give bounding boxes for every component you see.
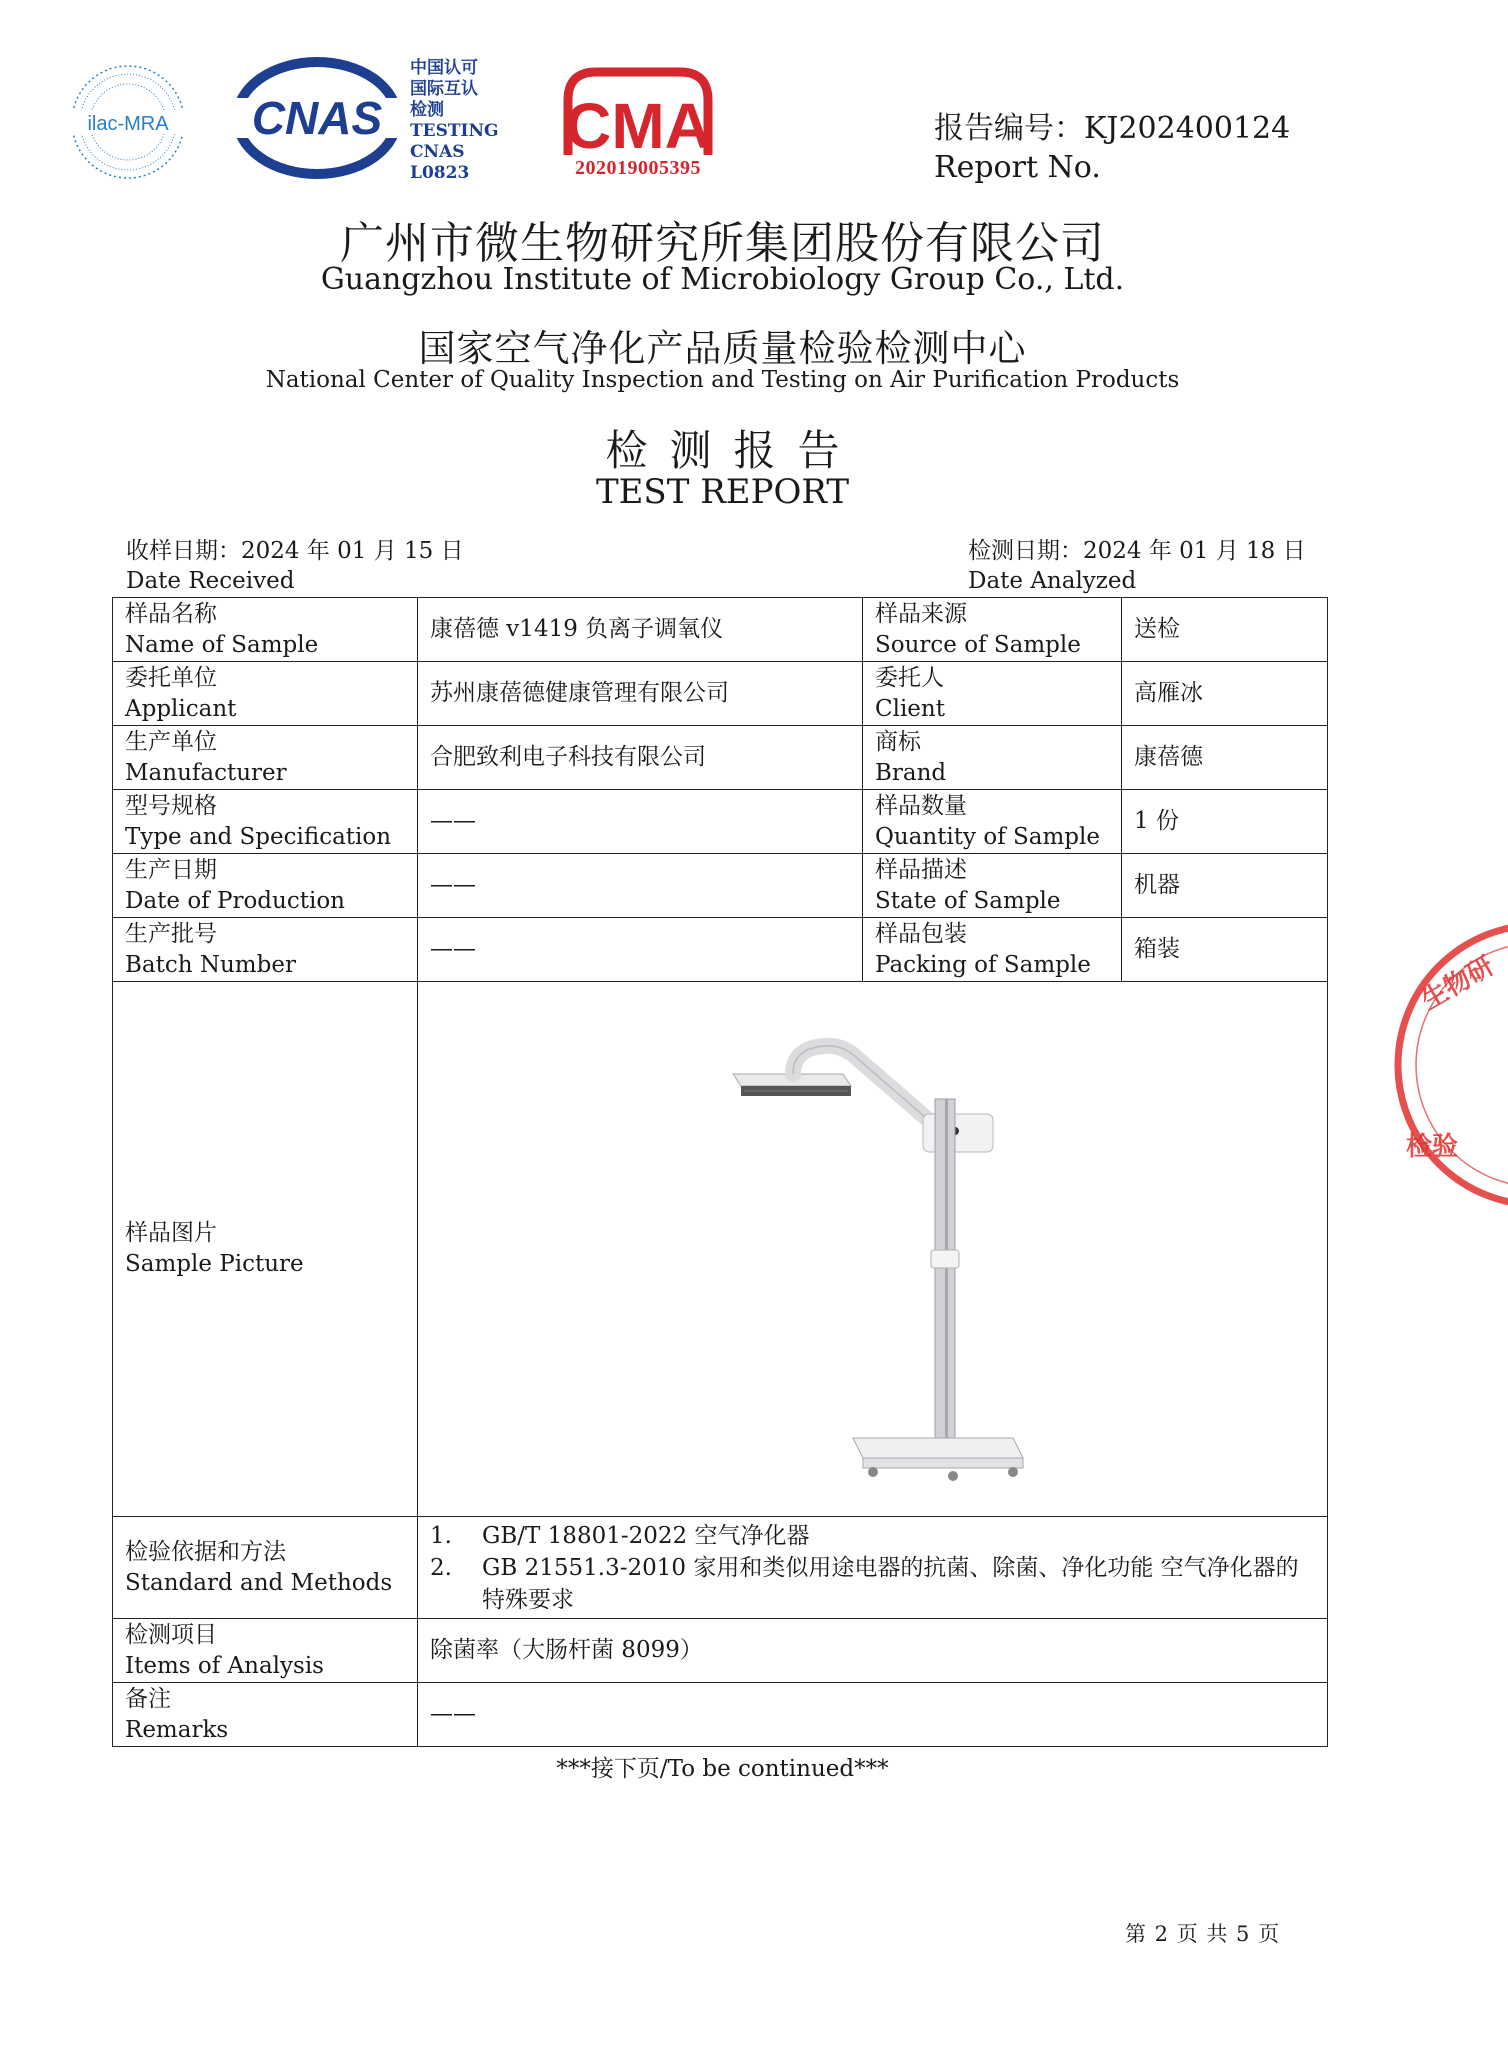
- report-title-cn: 检测报告: [605, 426, 862, 475]
- value-cell: 机器: [1122, 854, 1328, 918]
- label-en: Brand: [875, 759, 947, 786]
- value-cell: 苏州康蓓德健康管理有限公司: [418, 662, 863, 726]
- label-cell: [113, 726, 418, 790]
- label-cn: 样品名称: [125, 600, 217, 627]
- table-row: [113, 1517, 1328, 1619]
- cnas-line: TESTING: [410, 121, 499, 141]
- label-cn: 样品图片: [125, 1220, 217, 1246]
- label-cell: [863, 854, 1122, 918]
- label-cn: 样品包装: [875, 920, 967, 947]
- value-cell: 康蓓德 v1419 负离子调氧仪: [418, 598, 863, 662]
- org-name-cn: 广州市微生物研究所集团股份有限公司: [340, 218, 1105, 269]
- sample-device-image: [723, 1014, 1023, 1484]
- cma-text: CMA: [565, 90, 711, 162]
- date-received-en: Date Received: [126, 568, 295, 594]
- list-item: [430, 1552, 1315, 1616]
- value-cell: 1 份: [1122, 790, 1328, 854]
- svg-text:生物研: 生物研: [1416, 951, 1500, 1017]
- label-cn: 生产日期: [125, 856, 217, 883]
- value-cell: 康蓓德: [1122, 726, 1328, 790]
- value-cell: ——: [418, 790, 863, 854]
- list-item: [430, 1520, 1315, 1552]
- value-cell: 送检: [1122, 598, 1328, 662]
- standards-list: [430, 1520, 1315, 1616]
- label-en: Packing of Sample: [875, 951, 1091, 978]
- cnas-logo: [232, 58, 402, 178]
- label-cell: [113, 598, 418, 662]
- report-number-value: KJ202400124: [1084, 111, 1291, 146]
- cnas-line: 检测: [410, 100, 444, 120]
- label-cn: 检验依据和方法: [125, 1538, 286, 1565]
- date-analyzed-cn: 检测日期：2024 年 01 月 18 日: [968, 538, 1306, 564]
- value-cell: 箱装: [1122, 918, 1328, 982]
- page-number: 第 2 页 共 5 页: [1125, 1922, 1281, 1946]
- label-en: State of Sample: [875, 887, 1061, 914]
- label-cn: 检测项目: [125, 1621, 217, 1648]
- label-cell: [113, 1683, 418, 1747]
- report-title-en: TEST REPORT: [595, 472, 850, 512]
- value-cell: 除菌率（大肠杆菌 8099）: [418, 1619, 1328, 1683]
- label-en: Type and Specification: [125, 823, 392, 850]
- table-row: [113, 790, 1328, 854]
- sample-info-table: [112, 597, 1328, 1747]
- center-name-cn: 国家空气净化产品质量检验检测中心: [418, 327, 1027, 370]
- cnas-caption: [410, 58, 510, 184]
- cnas-text: CNAS: [251, 92, 383, 144]
- ilac-mra-logo: [68, 50, 188, 200]
- label-en: Manufacturer: [125, 759, 287, 786]
- label-cell: [113, 854, 418, 918]
- ilac-text: ilac-MRA: [87, 113, 169, 135]
- date-analyzed: [968, 536, 1306, 596]
- list-number: 1.: [430, 1522, 452, 1549]
- label-cn: 备注: [125, 1685, 171, 1712]
- label-en: Client: [875, 695, 945, 722]
- label-cell: [113, 1517, 418, 1619]
- continued-note: ***接下页/To be continued***: [556, 1756, 889, 1782]
- label-cell: [863, 726, 1122, 790]
- table-row: [113, 1683, 1328, 1747]
- value-cell: ——: [418, 854, 863, 918]
- date-received: [126, 536, 464, 596]
- report-number-label-en: Report No.: [934, 150, 1101, 185]
- label-en: Sample Picture: [125, 1251, 304, 1277]
- table-row: [113, 854, 1328, 918]
- list-number: 2.: [430, 1554, 452, 1581]
- official-seal-stamp: [1388, 915, 1508, 1215]
- cma-number: 202019005395: [575, 157, 701, 179]
- label-cn: 生产批号: [125, 920, 217, 947]
- table-row: [113, 662, 1328, 726]
- label-cell: [113, 790, 418, 854]
- list-text: GB 21551.3-2010 家用和类似用途电器的抗菌、除菌、净化功能 空气净化器的特殊要求: [482, 1554, 1299, 1613]
- report-number: [934, 108, 1290, 150]
- label-cell: [113, 982, 418, 1517]
- label-en: Items of Analysis: [125, 1652, 324, 1679]
- label-cell: [113, 1619, 418, 1683]
- label-cn: 型号规格: [125, 792, 217, 819]
- cnas-line: 中国认可: [410, 58, 478, 78]
- label-cn: 样品来源: [875, 600, 967, 627]
- date-analyzed-en: Date Analyzed: [968, 568, 1137, 594]
- value-cell: 高雁冰: [1122, 662, 1328, 726]
- label-cn: 委托人: [875, 664, 944, 691]
- center-name-en: National Center of Quality Inspection and Testing on Air Purification Products: [265, 367, 1180, 393]
- label-cn: 委托单位: [125, 664, 217, 691]
- label-cn: 样品描述: [875, 856, 967, 883]
- sample-picture-cell: [418, 982, 1328, 1517]
- cnas-line: 国际互认: [410, 79, 478, 99]
- label-en: Source of Sample: [875, 631, 1081, 658]
- list-text: GB/T 18801-2022 空气净化器: [482, 1522, 810, 1549]
- table-row: [113, 1619, 1328, 1683]
- label-cn: 生产单位: [125, 728, 217, 755]
- table-row: [113, 726, 1328, 790]
- table-row: [113, 918, 1328, 982]
- table-row: [113, 598, 1328, 662]
- label-en: Applicant: [125, 695, 237, 722]
- value-cell: ——: [418, 918, 863, 982]
- cnas-line: CNAS L0823: [410, 142, 470, 183]
- table-row: [113, 982, 1328, 1517]
- date-received-cn: 收样日期：2024 年 01 月 15 日: [126, 538, 464, 564]
- value-cell: 合肥致利电子科技有限公司: [418, 726, 863, 790]
- label-cell: [863, 790, 1122, 854]
- report-number-label: 报告编号：: [934, 111, 1084, 146]
- label-en: Standard and Methods: [125, 1569, 393, 1596]
- label-cell: [113, 662, 418, 726]
- label-cn: 商标: [875, 728, 921, 755]
- label-en: Remarks: [125, 1716, 229, 1743]
- label-cell: [863, 918, 1122, 982]
- value-cell: ——: [418, 1683, 1328, 1747]
- label-en: Date of Production: [125, 887, 345, 914]
- label-en: Quantity of Sample: [875, 823, 1100, 850]
- label-cell: [863, 598, 1122, 662]
- org-name-en: Guangzhou Institute of Microbiology Group Co., Ltd.: [320, 262, 1125, 297]
- label-en: Batch Number: [125, 951, 296, 978]
- label-cell: [863, 662, 1122, 726]
- label-cell: [113, 918, 418, 982]
- label-en: Name of Sample: [125, 631, 319, 658]
- standards-cell: [418, 1517, 1328, 1619]
- label-cn: 样品数量: [875, 792, 967, 819]
- svg-text:检验: 检验: [1406, 1132, 1459, 1162]
